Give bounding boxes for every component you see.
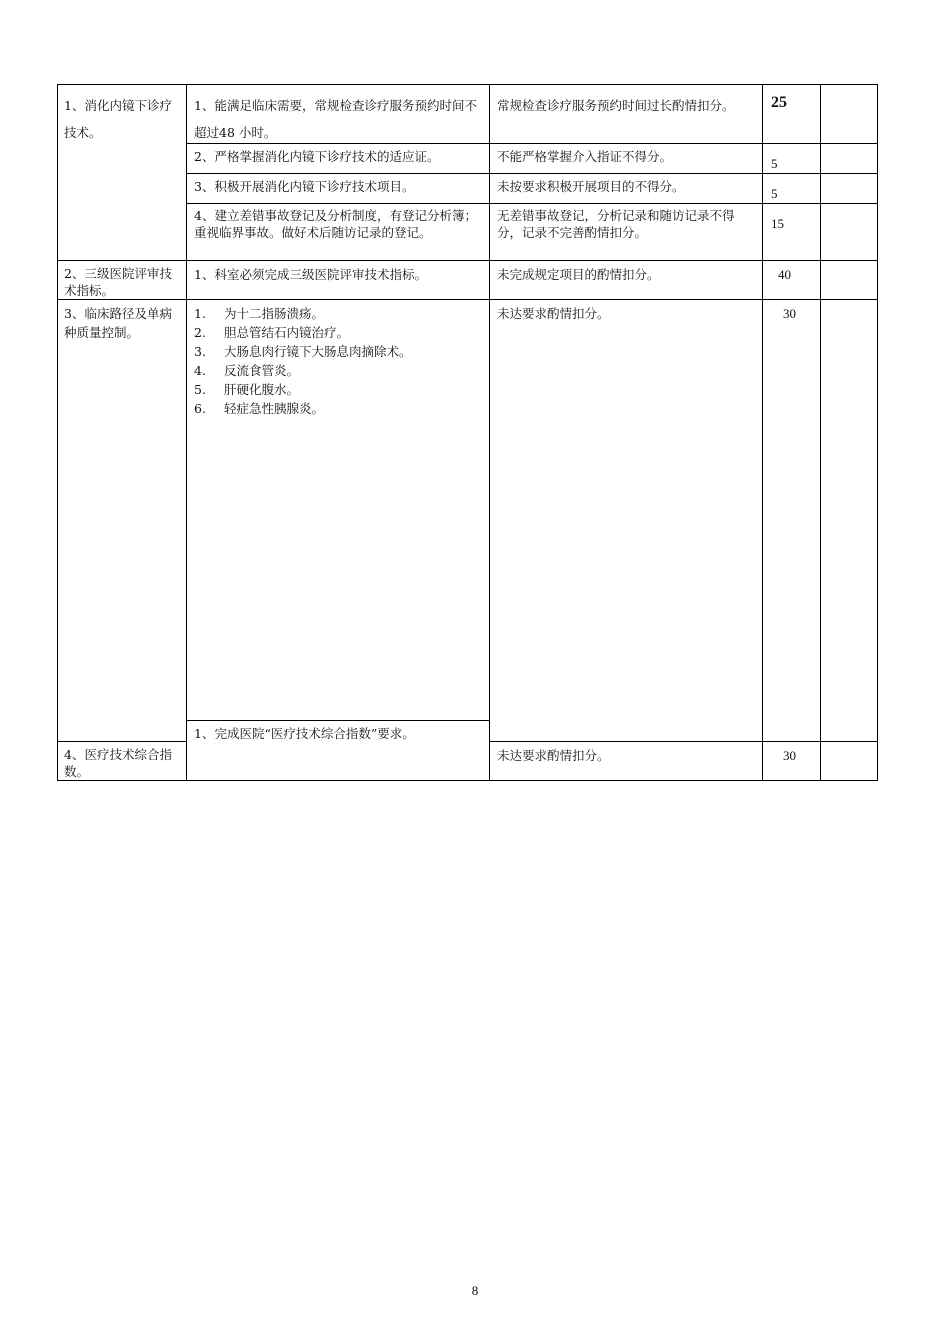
score-cell: 15 — [771, 216, 784, 231]
deduction-cell: 未完成规定项目的酌情扣分。 — [497, 267, 660, 282]
list-text: 反流食管炎。 — [224, 363, 300, 378]
deduction-cell: 常规检查诊疗服务预约时间过长酌情扣分。 — [497, 98, 735, 113]
standard-cell: 2、严格掌握消化内镜下诊疗技术的适应证。 — [194, 149, 440, 164]
item-cell: 3、临床路径及单病种质量控制。 — [64, 306, 172, 340]
score-cell: 25 — [771, 94, 787, 111]
list-number: 1. — [194, 306, 206, 321]
score-cell: 30 — [783, 748, 796, 763]
list-item — [194, 361, 484, 380]
row-divider — [186, 173, 878, 174]
list-number: 4. — [194, 363, 206, 378]
list-number: 2. — [194, 325, 206, 340]
table-border-right — [877, 84, 878, 781]
score-cell: 40 — [778, 267, 791, 282]
row-divider — [186, 203, 878, 204]
table-border-top — [57, 84, 878, 85]
item-cell: 1、消化内镜下诊疗技术。 — [64, 98, 172, 140]
row-divider — [186, 720, 489, 721]
deduction-cell: 未达要求酌情扣分。 — [497, 306, 610, 321]
standard-cell: 3、积极开展消化内镜下诊疗技术项目。 — [194, 179, 415, 194]
list-item — [194, 399, 484, 418]
list-text: 大肠息肉行镜下大肠息肉摘除术。 — [224, 344, 412, 359]
column-divider — [820, 84, 821, 781]
score-cell: 5 — [771, 156, 778, 171]
standard-cell: 1、完成医院“医疗技术综合指数”要求。 — [194, 726, 415, 741]
standard-cell: 1、科室必须完成三级医院评审技术指标。 — [194, 267, 427, 282]
score-cell: 5 — [771, 186, 778, 201]
row-divider — [57, 260, 878, 261]
list-number: 5. — [194, 382, 206, 397]
list-item — [194, 323, 484, 342]
list-text: 肝硬化腹水。 — [224, 382, 300, 397]
list-item — [194, 304, 484, 323]
column-divider — [762, 84, 763, 781]
deduction-cell: 无差错事故登记，分析记录和随访记录不得分，记录不完善酌情扣分。 — [497, 208, 735, 240]
column-divider — [489, 84, 490, 781]
list-item — [194, 380, 484, 399]
item-cell: 4、医疗技术综合指数。 — [64, 747, 172, 779]
list-number: 3. — [194, 344, 206, 359]
page-number: 8 — [471, 1283, 479, 1298]
table-border-left — [57, 84, 58, 781]
list-text: 胆总管结石内镜治疗。 — [224, 325, 350, 340]
list-number: 6. — [194, 401, 206, 416]
list-item — [194, 342, 484, 361]
list-text: 为十二指肠溃疡。 — [224, 306, 325, 321]
deduction-cell: 不能严格掌握介入指证不得分。 — [497, 149, 673, 164]
deduction-cell: 未按要求积极开展项目的不得分。 — [497, 179, 685, 194]
row-divider — [57, 741, 187, 742]
list-text: 轻症急性胰腺炎。 — [224, 401, 325, 416]
standard-cell: 4、建立差错事故登记及分析制度，有登记分析簿；重视临界事故。做好术后随访记录的登记。 — [194, 208, 477, 240]
pathway-list — [194, 304, 484, 418]
item-cell: 2、三级医院评审技术指标。 — [64, 266, 172, 298]
deduction-cell: 未达要求酌情扣分。 — [497, 748, 610, 763]
column-divider — [186, 84, 187, 781]
score-cell: 30 — [783, 306, 796, 321]
standard-cell: 1、能满足临床需要，常规检查诊疗服务预约时间不超过48 小时。 — [194, 98, 477, 140]
